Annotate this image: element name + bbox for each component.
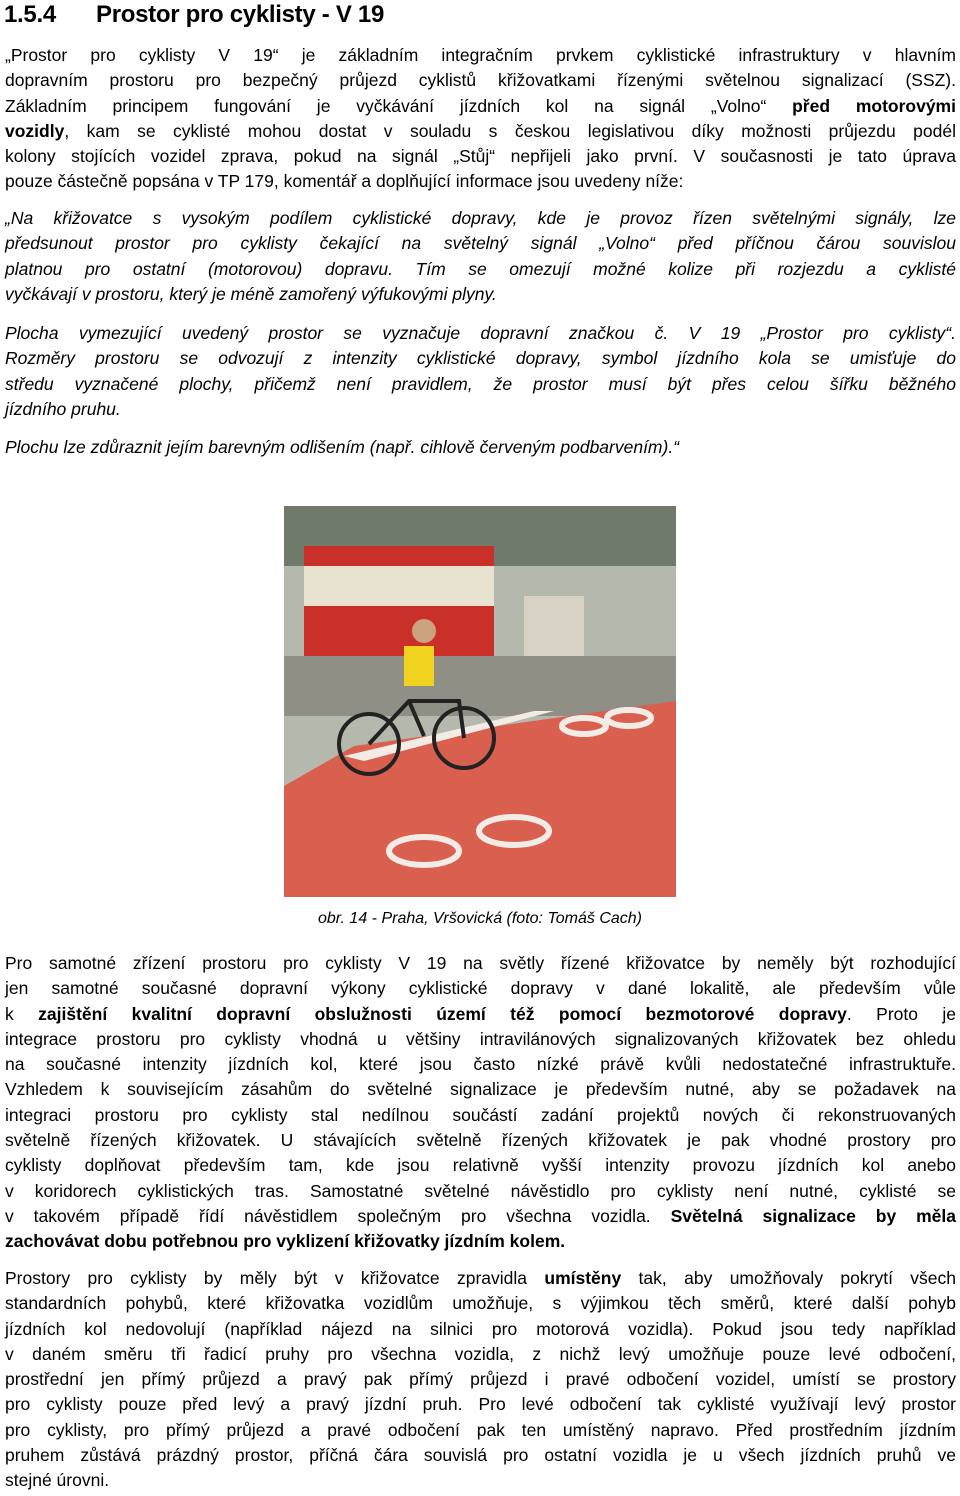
text-line — [5, 1128, 956, 1153]
text-line — [5, 1367, 956, 1392]
photo-cyclist-bike-box — [284, 506, 676, 897]
text-run: Vzhledem k souvisejícím zásahům do světelné signalizace je především nutné, aby se požadavek na — [5, 1079, 956, 1100]
text-run: středu vyznačené plochy, přičemž není pravidlem, že prostor musí být přes celou šířku běžného — [5, 373, 956, 394]
text-run: předsunout prostor pro cyklisty čekající na světelný signál „Volno“ před příčnou čárou souvislou — [5, 233, 956, 254]
paragraph — [5, 43, 956, 195]
paragraph — [5, 1266, 956, 1494]
text-line — [5, 1443, 956, 1468]
text-line — [5, 1317, 956, 1342]
text-line — [5, 1052, 956, 1077]
text-run: světelně řízených křižovatek. U stávajících světelně řízených křižovatek je pak vhodné prostory pro — [5, 1130, 956, 1151]
text-line — [5, 68, 956, 93]
text-line — [5, 119, 956, 144]
text-line — [5, 1266, 956, 1291]
text-line — [5, 1229, 956, 1254]
text-line — [5, 372, 956, 397]
paragraph — [5, 951, 956, 1255]
section-number: 1.5.4 — [4, 1, 56, 28]
bold-text: před motorovými — [792, 95, 956, 116]
text-run: „Na křižovatce s vysokým podílem cyklistické dopravy, kde je provoz řízen světelnými signály, lze — [5, 208, 956, 228]
paragraph — [5, 321, 956, 422]
figure-caption: obr. 14 - Praha, Vršovická (foto: Tomáš Cach) — [318, 910, 642, 927]
text-line — [5, 1077, 956, 1102]
text-line — [5, 282, 956, 307]
text-line — [5, 951, 956, 976]
text-line — [5, 1002, 956, 1027]
text-run: stejné úrovni. — [5, 1470, 110, 1491]
text-line — [5, 206, 956, 231]
text-run: integraci prostoru pro cyklisty stal nedílnou součástí zadání projektů nových či rekonstruovaných — [5, 1104, 956, 1125]
paragraph — [5, 206, 956, 307]
bold-text: zajištění kvalitní dopravní obslužnosti území též pomocí bezmotorové dopravy — [38, 1003, 847, 1024]
text-line — [5, 169, 956, 194]
text-run: pruhem zůstává prázdný prostor, příčná čára souvislá pro ostatní vozidla je u všech jízdních pruhů ve — [5, 1445, 956, 1466]
text-line — [5, 1179, 956, 1204]
bold-text: Světelná signalizace by měla — [670, 1205, 956, 1226]
text-run: . Proto je — [846, 1003, 956, 1024]
text-run: cyklisty doplňovat především tam, kde jsou relativně vyšší intenzity provozu jízdních kol anebo — [5, 1155, 956, 1176]
bold-text: zachovávat dobu potřebnou pro vyklizení křižovatky jízdním kolem. — [5, 1231, 566, 1252]
text-run: v daném směru tři řadicí pruhy pro všechna vozidla, z nichž levý umožňuje pouze levé odbočení, — [5, 1343, 956, 1364]
text-run: integrace prostoru pro cyklisty vhodná u většiny intravilánových signalizovaných křižovatek bez ohledu — [5, 1028, 956, 1049]
text-run: Prostory pro cyklisty by měly být v křižovatce zpravidla — [5, 1268, 545, 1288]
text-run: , kam se cyklisté mohou dostat v souladu s českou legislativou díky možnosti průjezdu podél — [64, 120, 956, 141]
text-run: standardních pohybů, které křižovatka vozidlům umožňuje, s výjimkou těch směrů, které další pohyb — [5, 1293, 956, 1314]
text-run: pro cyklisty, pro přímý průjezd a pravé odbočení pak ten umístěný napravo. Před prostředním jízdním — [5, 1419, 956, 1440]
text-run: Plochu lze zdůraznit jejím barevným odlišením (např. cihlově červeným podbarvením).“ — [5, 437, 680, 457]
section-heading — [4, 0, 384, 30]
text-line — [5, 1392, 956, 1417]
text-run: kolony stojících vozidel zprava, pokud na signál „Stůj“ nepřijeli jako první. V současnosti je tato úprava — [5, 146, 956, 167]
text-run: platnou pro ostatní (motorovou) dopravu. Tím se omezují možné kolize při rozjezdu a cyklisté — [5, 258, 956, 279]
text-line — [5, 976, 956, 1001]
text-run: tak, aby umožňovaly pokrytí všech — [621, 1268, 957, 1288]
text-line — [5, 94, 956, 119]
text-run: pro cyklisty pouze před levý a pravý jízdní pruh. Pro levé odbočení tak cyklisté využívají levý prostor — [5, 1394, 956, 1415]
text-run: prostřední jen přímý průjezd a pravý pak přímý průjezd i pravé odbočení vozidel, umístí se prostory — [5, 1369, 956, 1390]
text-run: na současné intenzity jízdních kol, které jsou často nízké právě kvůli nedostatečné infrastruktuře. — [5, 1054, 956, 1075]
text-run: v koridorech cyklistických tras. Samostatné světelné návěstidlo pro cyklisty není nutné, cyklisté se — [5, 1180, 956, 1201]
text-run: vyčkávají v prostoru, který je méně zamořený výfukovými plyny. — [5, 283, 497, 304]
text-line — [5, 1418, 956, 1443]
text-line — [5, 257, 956, 282]
text-run: Plocha vymezující uvedený prostor se vyznačuje dopravní značkou č. V 19 „Prostor pro cyklisty“. — [5, 323, 956, 343]
text-run: pouze částečně popsána v TP 179, komentář a doplňující informace jsou uvedeny níže: — [5, 171, 684, 192]
text-run: jízdních kol nedovolují (například nájezd na silnici pro motorová vozidla). Pokud jsou tedy například — [5, 1318, 956, 1339]
text-run: Pro samotné zřízení prostoru pro cyklisty V 19 na světly řízené křižovatce by neměly být rozhodující — [5, 953, 956, 973]
text-line — [5, 346, 956, 371]
text-line — [5, 43, 956, 68]
text-run: k — [5, 1003, 39, 1024]
text-line — [5, 1103, 956, 1128]
text-line — [5, 1342, 956, 1367]
text-line — [5, 1027, 956, 1052]
bold-text: vozidly — [5, 120, 65, 141]
text-run: v takovém případě řídí návěstidlem společným pro všechna vozidla. — [5, 1205, 671, 1226]
text-line — [5, 1153, 956, 1178]
paragraph — [5, 435, 956, 460]
text-run: jízdního pruhu. — [5, 398, 121, 419]
text-line — [5, 144, 956, 169]
text-line — [5, 1291, 956, 1316]
section-title: Prostor pro cyklisty - V 19 — [96, 1, 385, 28]
text-line — [5, 1204, 956, 1229]
text-line — [5, 231, 956, 256]
text-line — [5, 397, 956, 422]
bold-text: umístěny — [544, 1268, 622, 1288]
text-run: jen samotné současné dopravní výkony cyklistické dopravy v dané lokalitě, ale především vůle — [5, 978, 956, 999]
text-line — [5, 321, 956, 346]
text-run: Základním principem fungování je vyčkávání jízdních kol na signál „Volno“ — [5, 95, 793, 116]
text-run: Rozměry prostoru se odvozují z intenzity cyklistické dopravy, symbol jízdního kola se umisťuje do — [5, 348, 956, 369]
text-line — [5, 1468, 956, 1493]
text-run: dopravním prostoru pro bezpečný průjezd cyklistů křižovatkami řízenými světelnou signalizací (SSZ). — [5, 70, 956, 91]
text-run: „Prostor pro cyklisty V 19“ je základním integračním prvkem cyklistické infrastruktury v hlavním — [5, 45, 956, 65]
text-line — [5, 435, 956, 460]
